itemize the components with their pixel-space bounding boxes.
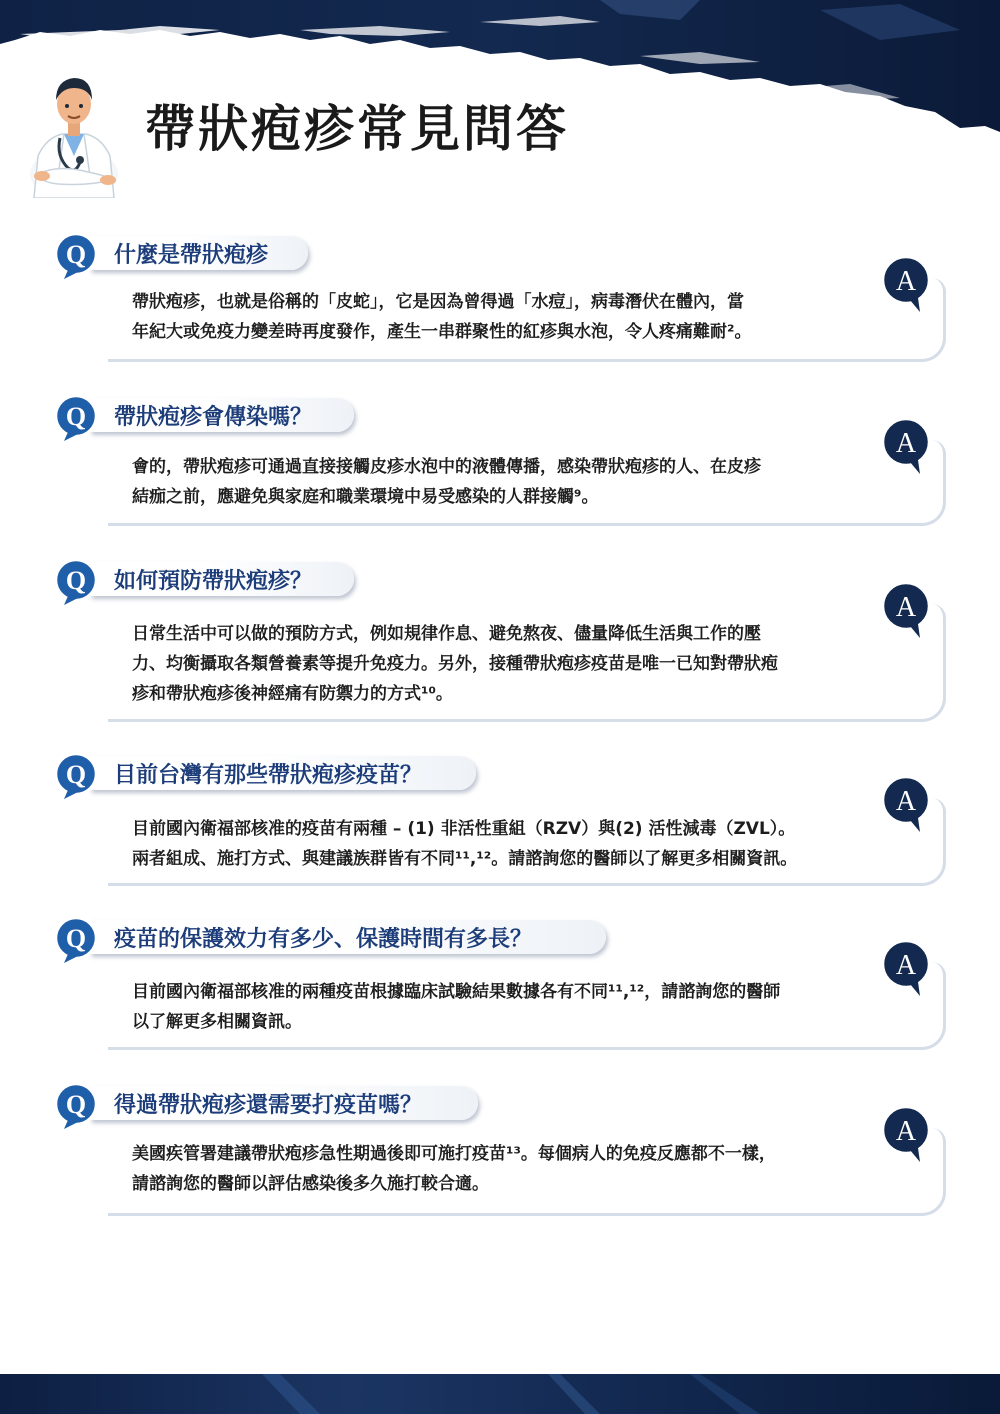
faq-answer: 目前國內衛福部核准的兩種疫苗根據臨床試驗結果數據各有不同¹¹,¹²，請諮詢您的醫師 以了解更多相關資訊。 bbox=[132, 982, 781, 1032]
faq-question: 得過帶狀疱疹還需要打疫苗嗎？ bbox=[90, 1086, 478, 1120]
faq-answer: 目前國內衛福部核准的疫苗有兩種 – (1) 非活性重組（RZV）與(2) 活性減毒（ZVL）。 兩者組成、施打方式、與建議族群皆有不同¹¹,¹²。請諮詢您的醫師以了解更多相關資訊。 bbox=[132, 819, 798, 869]
svg-text:A: A bbox=[895, 428, 917, 459]
svg-text:A: A bbox=[895, 950, 917, 981]
doctor-illustration bbox=[28, 56, 120, 198]
faq-answer: 帶狀疱疹，也就是俗稱的「皮蛇」，它是因為曾得過「水痘」，病毒潛伏在體內，當 年紀大或免疫力變差時再度發作，產生一串群聚性的紅疹與水泡，令人疼痛難耐²。 bbox=[132, 292, 752, 342]
svg-text:Q: Q bbox=[65, 240, 87, 269]
faq-question: 目前台灣有那些帶狀疱疹疫苗？ bbox=[90, 756, 476, 790]
faq-question: 如何預防帶狀疱疹？ bbox=[90, 562, 354, 596]
answer-icon bbox=[880, 774, 932, 834]
svg-text:A: A bbox=[895, 592, 917, 623]
faq-answer: 日常生活中可以做的預防方式，例如規律作息、避免熬夜、儘量降低生活與工作的壓 力、均衡攝取各類營養素等提升免疫力。另外，接種帶狀疱疹疫苗是唯一已知對帶狀疱 疹和帶狀疱疹後神經痛有防禦力的方式¹⁰。 bbox=[132, 624, 778, 704]
answer-icon bbox=[880, 254, 932, 314]
bottom-footer-banner bbox=[0, 1374, 1000, 1414]
question-icon bbox=[52, 394, 100, 442]
faq-answer: 會的，帶狀疱疹可通過直接接觸皮疹水泡中的液體傳播，感染帶狀疱疹的人、在皮疹 結痂之前，應避免與家庭和職業環境中易受感染的人群接觸⁹。 bbox=[132, 457, 761, 507]
svg-text:Q: Q bbox=[65, 402, 87, 431]
svg-text:A: A bbox=[895, 1116, 917, 1147]
question-icon bbox=[52, 1082, 100, 1130]
question-icon bbox=[52, 558, 100, 606]
svg-text:Q: Q bbox=[65, 924, 87, 953]
faq-question: 帶狀疱疹會傳染嗎？ bbox=[90, 398, 354, 432]
faq-question: 什麼是帶狀疱疹 bbox=[90, 236, 308, 270]
faq-answer: 美國疾管署建議帶狀疱疹急性期過後即可施打疫苗¹³。每個病人的免疫反應都不一樣， 請諮詢您的醫師以評估感染後多久施打較合適。 bbox=[132, 1144, 776, 1194]
page-title: 帶狀疱疹常見問答 bbox=[145, 100, 569, 158]
question-icon bbox=[52, 752, 100, 800]
question-icon bbox=[52, 916, 100, 964]
svg-text:Q: Q bbox=[65, 1090, 87, 1119]
svg-text:A: A bbox=[895, 786, 917, 817]
svg-text:Q: Q bbox=[65, 566, 87, 595]
svg-text:A: A bbox=[895, 266, 917, 297]
svg-text:Q: Q bbox=[65, 760, 87, 789]
answer-icon bbox=[880, 580, 932, 640]
question-icon bbox=[52, 232, 100, 280]
answer-icon bbox=[880, 938, 932, 998]
answer-icon bbox=[880, 416, 932, 476]
answer-icon bbox=[880, 1104, 932, 1164]
faq-question: 疫苗的保護效力有多少、保護時間有多長？ bbox=[90, 920, 606, 954]
